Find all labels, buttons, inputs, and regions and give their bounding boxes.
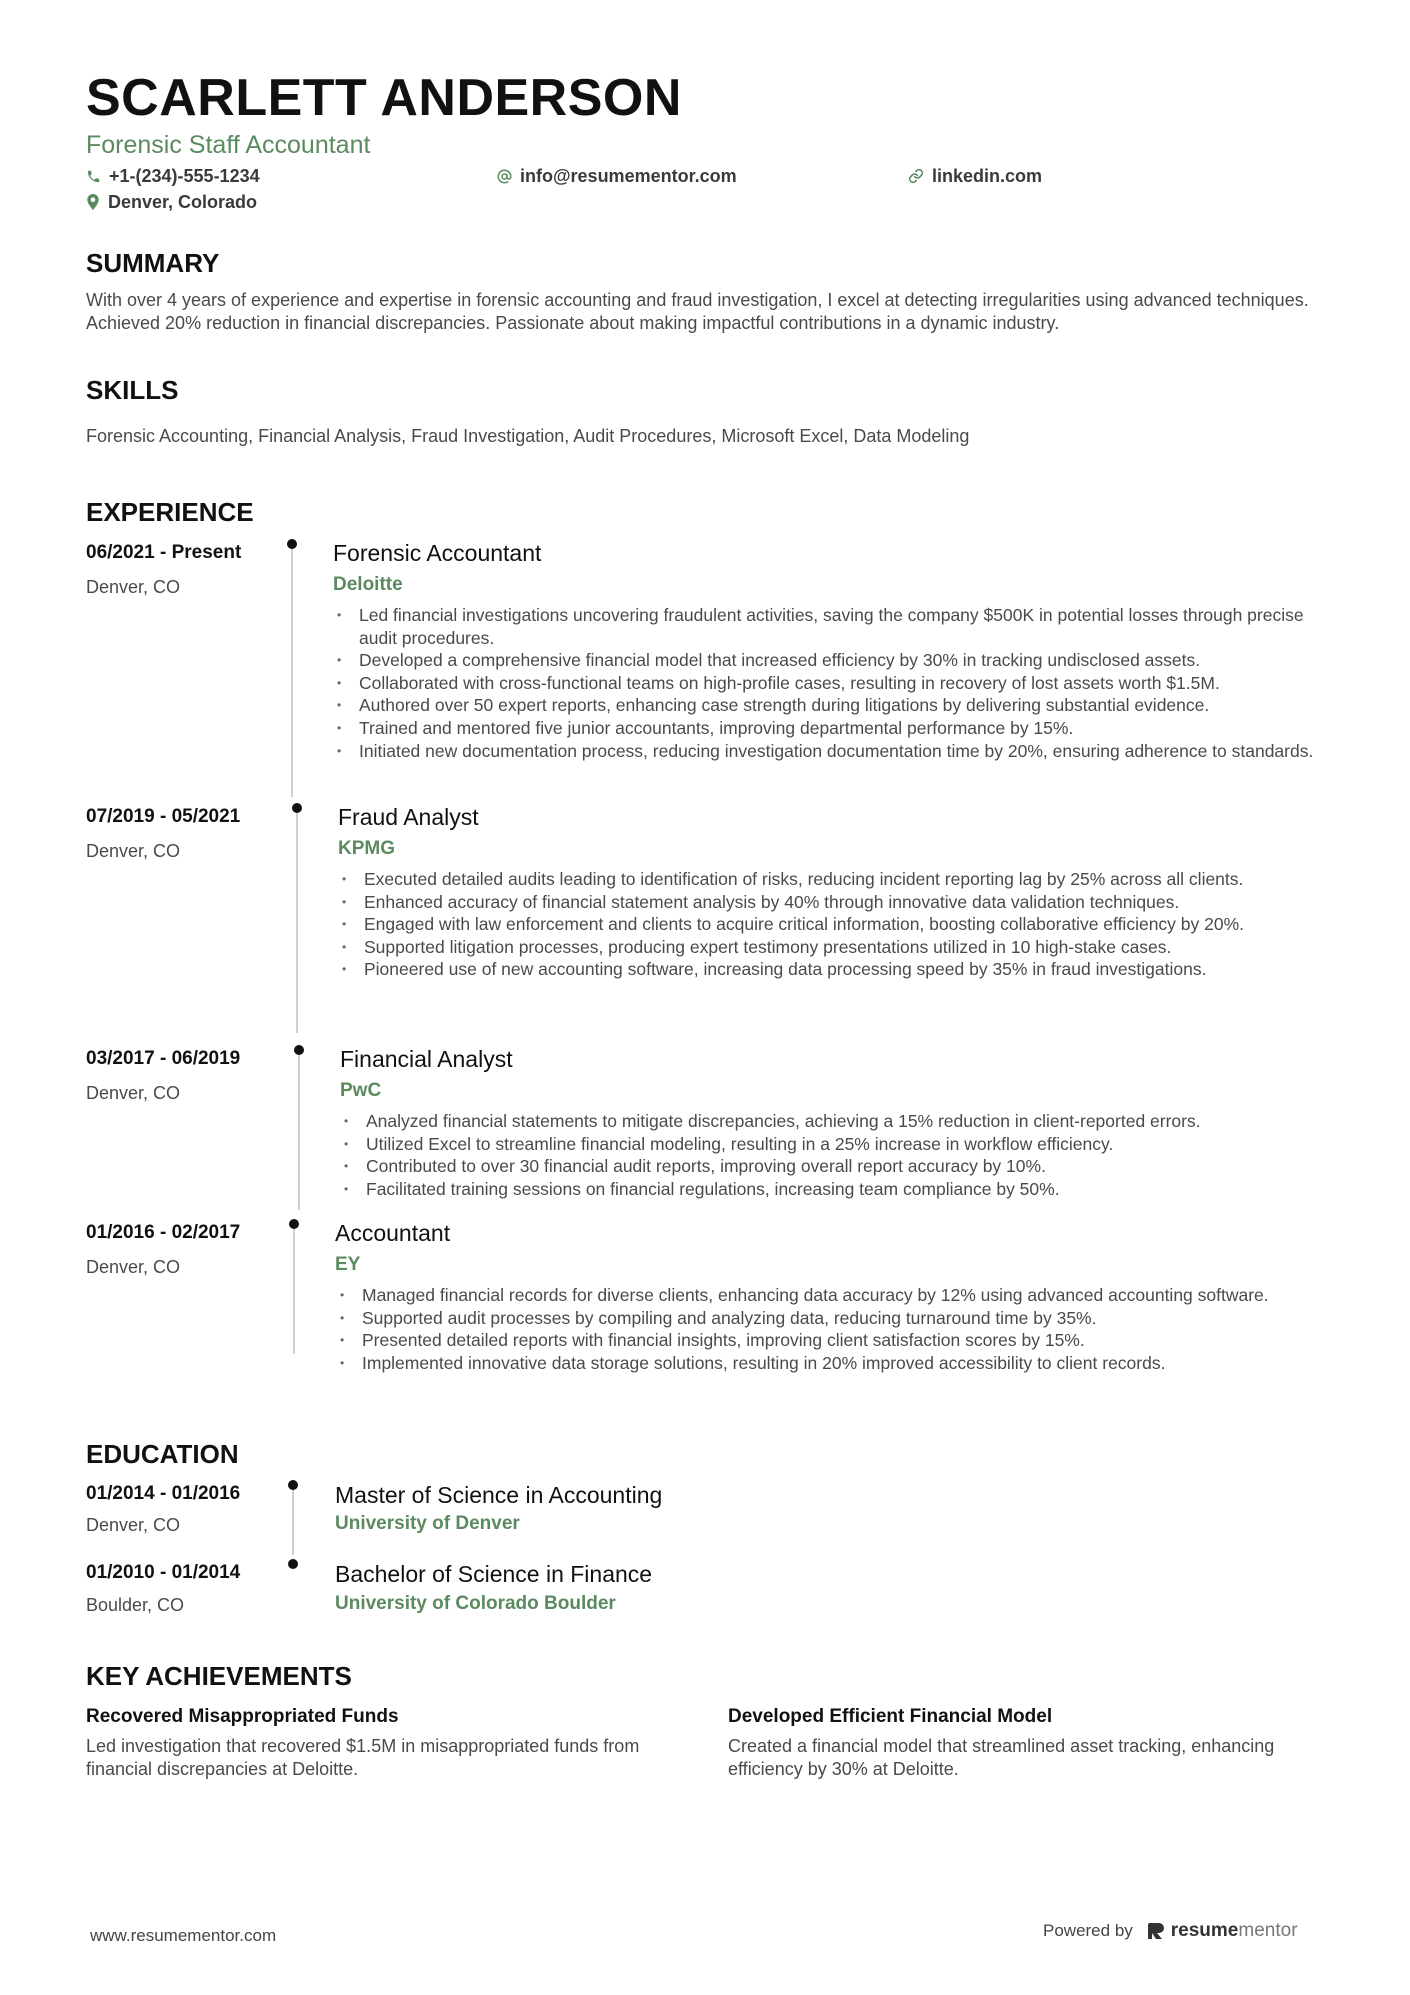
- timeline-line: [292, 1485, 294, 1555]
- company-name: PwC: [340, 1080, 382, 1101]
- achievement-text: Created a financial model that streamlined asset tracking, enhancing efficiency by 30% at Deloitte.: [728, 1736, 1275, 1779]
- contact-email[interactable]: [497, 167, 737, 185]
- job-bullets: [335, 604, 1335, 762]
- job-location: Denver, CO: [86, 1083, 181, 1103]
- skills-text: Forensic Accounting, Financial Analysis, Fraud Investigation, Audit Procedures, Microsoft Excel, Data Modeling: [86, 426, 970, 446]
- edu-location: Boulder, CO: [86, 1595, 185, 1615]
- timeline-dot: [292, 803, 302, 813]
- experience-heading: EXPERIENCE: [86, 497, 254, 527]
- timeline-dot: [287, 539, 297, 549]
- bullet-item: • Implemented innovative data storage solutions, resulting in 20% improved accessibility to client records.: [338, 1352, 1328, 1375]
- achievements-heading: KEY ACHIEVEMENTS: [86, 1661, 352, 1691]
- phone-icon: [86, 169, 101, 184]
- bullet-item: • Trained and mentored five junior accountants, improving departmental performance by 15%.: [335, 717, 1335, 740]
- degree-title: Master of Science in Accounting: [335, 1482, 663, 1508]
- candidate-name: SCARLETT ANDERSON: [86, 69, 682, 127]
- edu-date: 01/2014 - 01/2016: [86, 1483, 241, 1504]
- footer-powered-by: [1043, 1920, 1298, 1942]
- bullet-item: • Contributed to over 30 financial audit reports, improving overall report accuracy by 10%.: [342, 1155, 1332, 1178]
- skills-heading: SKILLS: [86, 375, 179, 405]
- timeline-dot: [288, 1480, 298, 1490]
- job-location: Denver, CO: [86, 841, 181, 861]
- bullet-item: • Collaborated with cross-functional teams on high-profile cases, resulting in recovery of lost assets worth $1.5M.: [335, 672, 1335, 695]
- bullet-item: • Managed financial records for diverse clients, enhancing data accuracy by 12% using advanced accounting software.: [338, 1284, 1328, 1307]
- bullet-item: • Presented detailed reports with financial insights, improving client satisfaction scores by 15%.: [338, 1329, 1328, 1352]
- job-title: Fraud Analyst: [338, 804, 479, 830]
- summary-text: With over 4 years of experience and expertise in forensic accounting and fraud investigation, I excel at detecting irregularities using advanced techniques. Achieved 20% reduction in financial discrepancies. Passionate about making impactful contributions in a dynamic industry.: [86, 290, 1309, 333]
- job-title: Accountant: [335, 1220, 451, 1246]
- resumementor-logo-icon: [1147, 1921, 1165, 1941]
- email-text[interactable]: info@resumementor.com: [520, 166, 737, 186]
- education-heading: EDUCATION: [86, 1439, 239, 1469]
- bullet-item: • Developed a comprehensive financial model that increased efficiency by 30% in tracking undisclosed assets.: [335, 649, 1335, 672]
- bullet-item: • Led financial investigations uncovering fraudulent activities, saving the company $500K in potential losses through precise audit procedures.: [335, 604, 1335, 649]
- candidate-role: Forensic Staff Accountant: [86, 131, 371, 159]
- footer-website[interactable]: www.resumementor.com: [90, 1926, 277, 1945]
- bullet-item: • Initiated new documentation process, reducing investigation documentation time by 20%, ensuring adherence to standards.: [335, 740, 1335, 763]
- degree-title: Bachelor of Science in Finance: [335, 1561, 653, 1587]
- bullet-item: • Facilitated training sessions on financial regulations, increasing team compliance by 50%.: [342, 1178, 1332, 1201]
- job-date: 06/2021 - Present: [86, 542, 242, 563]
- job-bullets: [338, 1284, 1328, 1374]
- contact-linkedin[interactable]: [908, 167, 1042, 185]
- bullet-item: • Utilized Excel to streamline financial modeling, resulting in a 25% increase in workflow efficiency.: [342, 1133, 1332, 1156]
- brand-text-resume: resume: [1170, 1920, 1239, 1941]
- job-location: Denver, CO: [86, 1257, 181, 1277]
- link-icon: [908, 168, 924, 184]
- contact-phone: [86, 167, 260, 185]
- contact-location: [86, 193, 257, 211]
- bullet-item: • Authored over 50 expert reports, enhancing case strength during litigations by delivering substantial evidence.: [335, 694, 1335, 717]
- summary-heading: SUMMARY: [86, 248, 220, 278]
- job-location: Denver, CO: [86, 577, 181, 597]
- timeline-line: [298, 1050, 300, 1210]
- location-text: Denver, Colorado: [108, 192, 258, 212]
- timeline-line: [296, 808, 298, 1033]
- company-name: Deloitte: [333, 574, 403, 595]
- job-date: 01/2016 - 02/2017: [86, 1222, 241, 1243]
- timeline-line: [293, 1224, 295, 1354]
- job-date: 03/2017 - 06/2019: [86, 1048, 241, 1069]
- bullet-item: • Executed detailed audits leading to identification of risks, reducing incident reporting lag by 25% across all clients.: [340, 868, 1330, 891]
- job-date: 07/2019 - 05/2021: [86, 806, 241, 827]
- timeline-line: [291, 545, 293, 797]
- job-bullets: [342, 1110, 1332, 1200]
- bullet-item: • Pioneered use of new accounting software, increasing data processing speed by 35% in fraud investigations.: [340, 958, 1330, 981]
- achievement-title: Developed Efficient Financial Model: [728, 1706, 1053, 1727]
- job-title: Forensic Accountant: [333, 540, 542, 566]
- job-title: Financial Analyst: [340, 1046, 513, 1072]
- powered-by-label: Powered by: [1043, 1921, 1133, 1940]
- bullet-item: • Analyzed financial statements to mitigate discrepancies, achieving a 15% reduction in client-reported errors.: [342, 1110, 1332, 1133]
- timeline-dot: [288, 1559, 298, 1569]
- edu-location: Denver, CO: [86, 1515, 181, 1535]
- brand-logo[interactable]: [1147, 1920, 1298, 1942]
- location-pin-icon: [86, 194, 100, 210]
- bullet-item: • Engaged with law enforcement and clients to acquire critical information, boosting collaborative efficiency by 20%.: [340, 913, 1330, 936]
- achievement-title: Recovered Misappropriated Funds: [86, 1706, 399, 1727]
- company-name: EY: [335, 1254, 361, 1275]
- linkedin-text[interactable]: linkedin.com: [932, 166, 1043, 186]
- edu-date: 01/2010 - 01/2014: [86, 1562, 241, 1583]
- company-name: KPMG: [338, 838, 395, 859]
- at-icon: [497, 169, 512, 184]
- bullet-item: • Supported litigation processes, producing expert testimony presentations utilized in 10 high-stake cases.: [340, 936, 1330, 959]
- phone-text: +1-(234)-555-1234: [109, 166, 260, 186]
- bullet-item: • Enhanced accuracy of financial statement analysis by 40% through innovative data validation techniques.: [340, 891, 1330, 914]
- job-bullets: [340, 868, 1330, 981]
- school-name: University of Colorado Boulder: [335, 1593, 616, 1614]
- bullet-item: • Supported audit processes by compiling and analyzing data, reducing turnaround time by 35%.: [338, 1307, 1328, 1330]
- achievement-text: Led investigation that recovered $1.5M in misappropriated funds from financial discrepancies at Deloitte.: [86, 1736, 640, 1779]
- timeline-dot: [289, 1219, 299, 1229]
- school-name: University of Denver: [335, 1513, 520, 1534]
- brand-text-mentor: mentor: [1238, 1920, 1298, 1941]
- timeline-dot: [294, 1045, 304, 1055]
